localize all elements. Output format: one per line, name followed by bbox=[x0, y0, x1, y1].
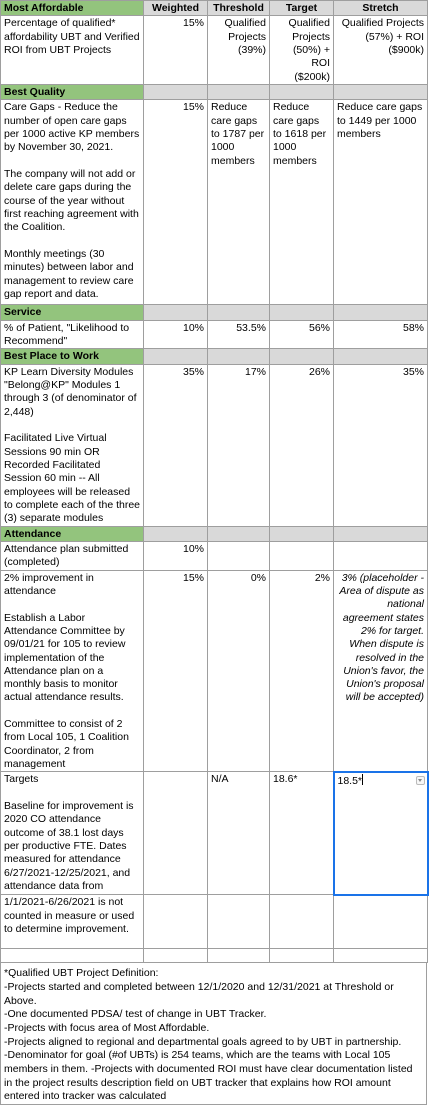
table-row bbox=[1, 570, 428, 772]
cell-empty[interactable] bbox=[1, 949, 144, 963]
footnotes bbox=[0, 963, 427, 1104]
section-row bbox=[1, 526, 428, 541]
chevron-down-icon[interactable] bbox=[416, 776, 425, 785]
cell-target[interactable]: Qualified Projects (50%) + ROI ($200k) bbox=[270, 16, 334, 85]
table-row bbox=[1, 16, 428, 85]
cell-measure[interactable]: Targets Baseline for improvement is 2020 CO attendance outcome of 38.1 lost days per productive FTE. Dates measured for attendance 6/27/2021-12/25/2021, and attendance data from bbox=[1, 772, 144, 895]
cell-weight[interactable]: 35% bbox=[144, 364, 208, 526]
cell-empty[interactable] bbox=[334, 305, 428, 320]
cell-empty[interactable] bbox=[270, 949, 334, 963]
cell-weight[interactable]: 10% bbox=[144, 541, 208, 570]
cell-empty[interactable] bbox=[270, 84, 334, 99]
table-row bbox=[1, 100, 428, 305]
cell-target[interactable]: 26% bbox=[270, 364, 334, 526]
cell-weight[interactable]: 15% bbox=[144, 100, 208, 305]
section-row bbox=[1, 84, 428, 99]
cell-stretch[interactable]: 58% bbox=[334, 320, 428, 349]
table-row bbox=[1, 320, 428, 349]
cell-stretch-value: 18.5* bbox=[337, 774, 363, 787]
table-row bbox=[1, 541, 428, 570]
cell-header-weighted[interactable]: Weighted bbox=[144, 1, 208, 16]
cell-measure[interactable]: 1/1/2021-6/26/2021 is not counted in measure or used to determine improvement. bbox=[1, 895, 144, 949]
cell-threshold[interactable]: Reduce care gaps to 1787 per 1000 members bbox=[208, 100, 270, 305]
cell-empty[interactable] bbox=[208, 895, 270, 949]
cell-empty[interactable] bbox=[334, 541, 428, 570]
footnote-line: -Projects aligned to regional and departmental goals agreed to by UBT in partnership. bbox=[4, 1035, 402, 1048]
cell-measure[interactable]: % of Patient, "Likelihood to Recommend" bbox=[1, 320, 144, 349]
cell-empty[interactable] bbox=[208, 526, 270, 541]
cell-stretch[interactable]: Reduce care gaps to 1449 per 1000 members bbox=[334, 100, 428, 305]
cell-measure[interactable]: 2% improvement in attendance Establish a Labor Attendance Committee by 09/01/21 for 105 to review implementation of the Attendance plan on a monthly basis to monitor actual attendance results. Committee to consist of 2 from Local 105, 1 Coalition Coordinator, 2 from management bbox=[1, 570, 144, 772]
cell-empty[interactable] bbox=[270, 541, 334, 570]
cell-empty[interactable] bbox=[334, 949, 428, 963]
section-row bbox=[1, 349, 428, 364]
table-row bbox=[1, 364, 428, 526]
cell-empty[interactable] bbox=[144, 895, 208, 949]
section-attendance[interactable]: Attendance bbox=[1, 526, 144, 541]
cell-empty[interactable] bbox=[208, 949, 270, 963]
cell-header-target[interactable]: Target bbox=[270, 1, 334, 16]
cell-empty[interactable] bbox=[270, 895, 334, 949]
spacer-row bbox=[1, 949, 428, 963]
cell-threshold[interactable]: 17% bbox=[208, 364, 270, 526]
table-row bbox=[1, 895, 428, 949]
footnote-line: -Denominator for goal (#of UBTs) is 254 teams, which are the teams with Local 105 members in them. -Projects with documented ROI must have clear documentation listed in the project results description field on UBT tracker that explains how ROI amount entered into tracker was calculated bbox=[4, 1049, 413, 1103]
cell-measure[interactable]: Attendance plan submitted (completed) bbox=[1, 541, 144, 570]
cell-empty[interactable] bbox=[334, 526, 428, 541]
cell-empty[interactable] bbox=[334, 349, 428, 364]
section-best-place-to-work[interactable]: Best Place to Work bbox=[1, 349, 144, 364]
cell-stretch[interactable]: Qualified Projects (57%) + ROI ($900k) bbox=[334, 16, 428, 85]
cell-empty[interactable] bbox=[270, 349, 334, 364]
cell-target[interactable]: 18.6* bbox=[270, 772, 334, 895]
cell-empty[interactable] bbox=[144, 349, 208, 364]
section-service[interactable]: Service bbox=[1, 305, 144, 320]
cell-threshold[interactable]: Qualified Projects (39%) bbox=[208, 16, 270, 85]
cell-empty[interactable] bbox=[208, 349, 270, 364]
cell-target[interactable]: 56% bbox=[270, 320, 334, 349]
cell-weight[interactable]: 15% bbox=[144, 16, 208, 85]
cell-measure[interactable]: KP Learn Diversity Modules "Belong@KP" Modules 1 through 3 (of denominator of 2,448) Facilitated Live Virtual Sessions 90 min OR Recorded Facilitated Session 60 min -- All employees will be released to complete each of the three (3) separate modules bbox=[1, 364, 144, 526]
table-row bbox=[1, 772, 428, 895]
cell-stretch-selected[interactable] bbox=[334, 772, 428, 895]
section-best-quality[interactable]: Best Quality bbox=[1, 84, 144, 99]
cell-threshold[interactable]: 53.5% bbox=[208, 320, 270, 349]
cell-empty[interactable] bbox=[270, 305, 334, 320]
cell-empty[interactable] bbox=[270, 526, 334, 541]
cell-empty[interactable] bbox=[144, 305, 208, 320]
cell-empty[interactable] bbox=[334, 84, 428, 99]
section-row bbox=[1, 305, 428, 320]
header-row bbox=[1, 1, 428, 16]
footnote-title: *Qualified UBT Project Definition: bbox=[4, 967, 159, 980]
text-cursor bbox=[362, 774, 363, 785]
cell-empty[interactable] bbox=[208, 541, 270, 570]
cell-header-category[interactable]: Most Affordable bbox=[1, 1, 144, 16]
cell-header-threshold[interactable]: Threshold bbox=[208, 1, 270, 16]
cell-empty[interactable] bbox=[144, 949, 208, 963]
cell-weight[interactable]: 10% bbox=[144, 320, 208, 349]
footnote-line: -One documented PDSA/ test of change in UBT Tracker. bbox=[4, 1008, 267, 1021]
cell-stretch[interactable]: 35% bbox=[334, 364, 428, 526]
cell-stretch[interactable]: 3% (placeholder - Area of dispute as national agreement states 2% for target. When dispute is resolved in the Union's favor, the Union's proposal will be accepted) bbox=[334, 570, 428, 772]
cell-empty[interactable] bbox=[208, 305, 270, 320]
cell-threshold[interactable]: N/A bbox=[208, 772, 270, 895]
footnote-line: -Projects with focus area of Most Affordable. bbox=[4, 1022, 210, 1035]
footnote-line: -Projects started and completed between 12/1/2020 and 12/31/2021 at Threshold or Above. bbox=[4, 981, 394, 1007]
cell-empty[interactable] bbox=[208, 84, 270, 99]
cell-target[interactable]: Reduce care gaps to 1618 per 1000 members bbox=[270, 100, 334, 305]
cell-weight[interactable]: 15% bbox=[144, 570, 208, 772]
cell-empty[interactable] bbox=[144, 772, 208, 895]
cell-empty[interactable] bbox=[334, 895, 428, 949]
cell-measure[interactable]: Percentage of qualified* affordability UBT and Verified ROI from UBT Projects bbox=[1, 16, 144, 85]
cell-threshold[interactable]: 0% bbox=[208, 570, 270, 772]
cell-target[interactable]: 2% bbox=[270, 570, 334, 772]
cell-header-stretch[interactable]: Stretch bbox=[334, 1, 428, 16]
cell-empty[interactable] bbox=[144, 526, 208, 541]
cell-empty[interactable] bbox=[144, 84, 208, 99]
cell-measure[interactable]: Care Gaps - Reduce the number of open care gaps per 1000 active KP members by November 30, 2021. The company will not add or delete care gaps during the course of the year without first reaching agreement with the Coalition. Monthly meetings (30 minutes) between labor and management to review care gap report and data. bbox=[1, 100, 144, 305]
